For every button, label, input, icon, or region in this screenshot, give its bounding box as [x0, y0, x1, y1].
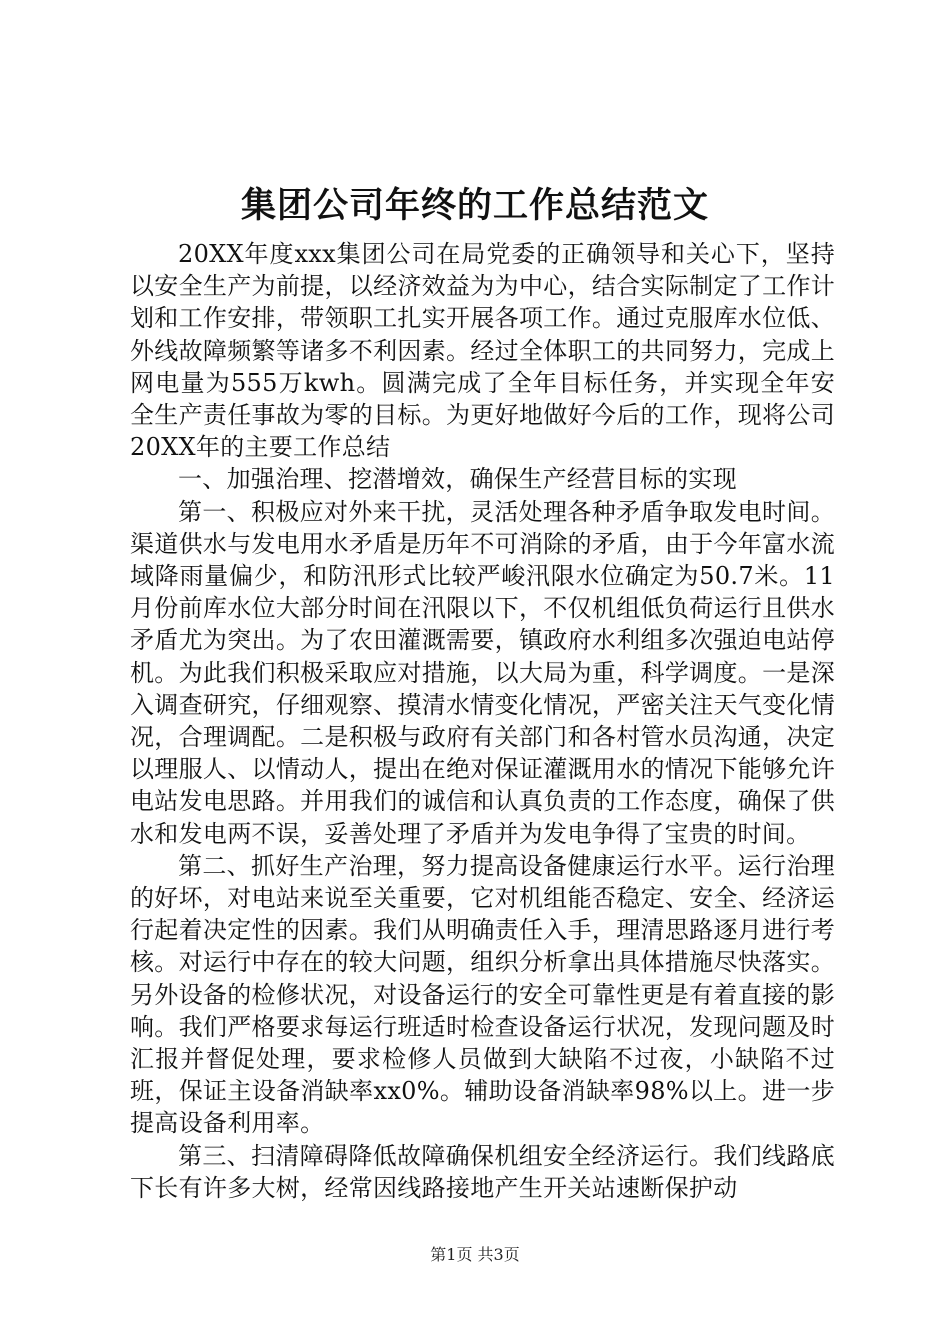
document-body — [130, 238, 835, 1204]
page-footer — [0, 1243, 950, 1267]
page-number: 第1页 共3页 — [430, 1245, 520, 1264]
document-title: 集团公司年终的工作总结范文 — [240, 186, 709, 226]
paragraph-point-3: 第三、扫清障碍降低故障确保机组安全经济运行。我们线路底下长有许多大树，经常因线路接地产生开关站速断保护动 — [130, 1141, 835, 1202]
paragraph-point-2: 第二、抓好生产治理，努力提高设备健康运行水平。运行治理的好坏，对电站来说至关重要，它对机组能否稳定、安全、经济运行起着决定性的因素。我们从明确责任入手，理清思路逐月进行考核。对运行中存在的较大问题，组织分析拿出具体措施尽快落实。另外设备的检修状况，对设备运行的安全可靠性更是有着直接的影响。我们严格要求每运行班适时检查设备运行状况，发现问题及时汇报并督促处理，要求检修人员做到大缺陷不过夜，小缺陷不过班，保证主设备消缺率xx0%。辅助设备消缺率98%以上。进一步提高设备利用率。 — [130, 851, 835, 1138]
paragraph-point-1: 第一、积极应对外来干扰，灵活处理各种矛盾争取发电时间。渠道供水与发电用水矛盾是历年不可消除的矛盾，由于今年富水流域降雨量偏少，和防汛形式比较严峻汛限水位确定为50.7米。11月份前库水位大部分时间在汛限以下，不仅机组低负荷运行且供水矛盾尤为突出。为了农田灌溉需要，镇政府水利组多次强迫电站停机。为此我们积极采取应对措施，以大局为重，科学调度。一是深入调查研究，仔细观察、摸清水情变化情况，严密关注天气变化情况，合理调配。二是积极与政府有关部门和各村管水员沟通，决定以理服人、以情动人，提出在绝对保证灌溉用水的情况下能够允许电站发电思路。并用我们的诚信和认真负责的工作态度，确保了供水和发电两不误，妥善处理了矛盾并为发电争得了宝贵的时间。 — [130, 497, 835, 848]
section-heading-1: 一、加强治理、挖潜增效，确保生产经营目标的实现 — [178, 465, 737, 494]
paragraph-intro: 20XX年度xxx集团公司在局党委的正确领导和关心下，坚持以安全生产为前提，以经济效益为为中心，结合实际制定了工作计划和工作安排，带领职工扎实开展各项工作。通过克服库水位低、外线故障频繁等诸多不利因素。经过全体职工的共同努力，完成上网电量为555万kwh。圆满完成了全年目标任务，并实现全年安全生产责任事故为零的目标。为更好地做好今后的工作，现将公司20XX年的主要工作总结 — [130, 240, 835, 462]
